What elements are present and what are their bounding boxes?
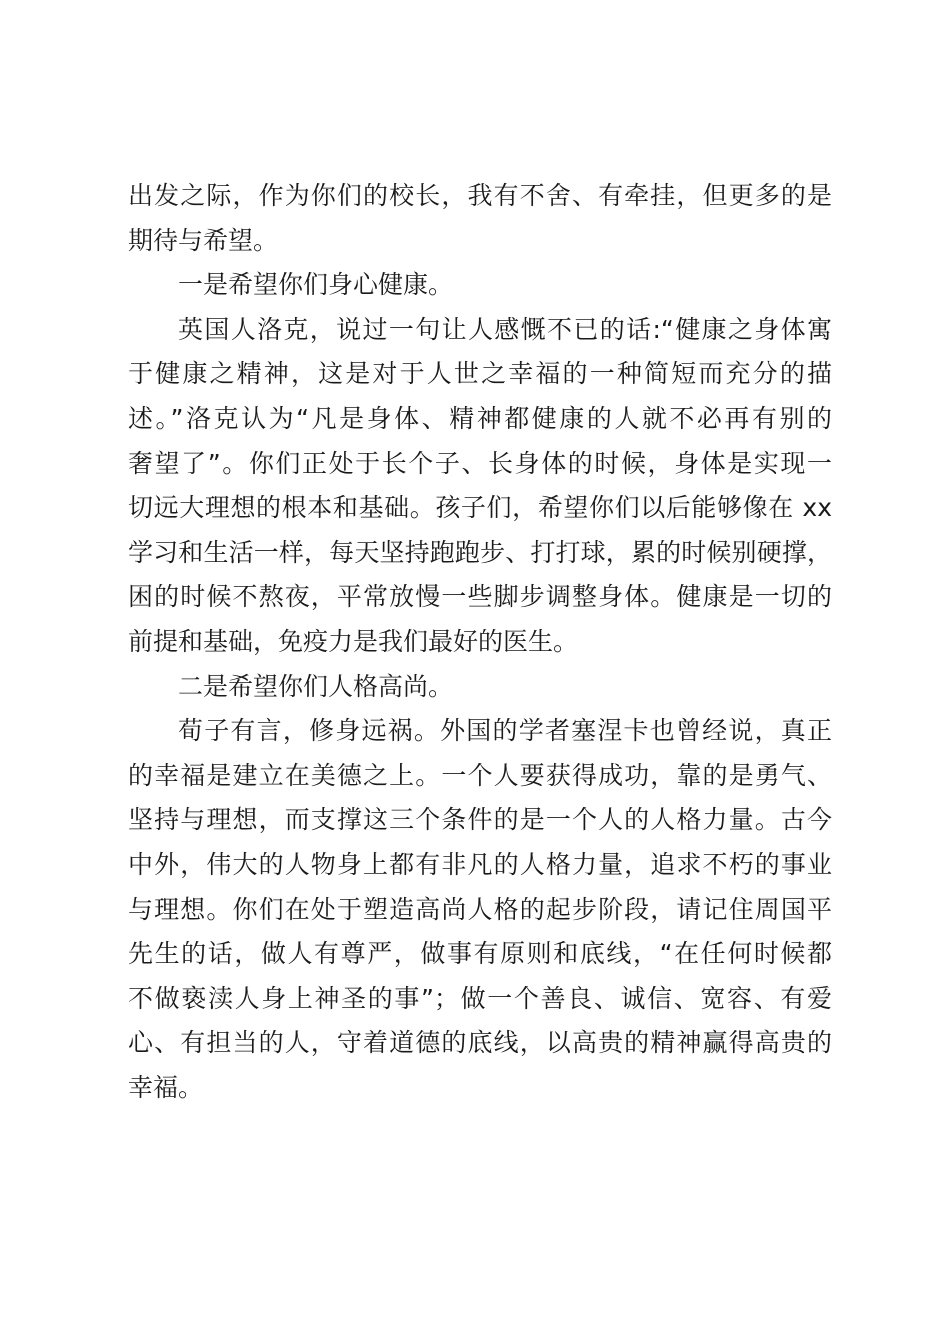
text-line: 与理想。你们在处于塑造高尚人格的起步阶段，请记住周国平 — [128, 894, 832, 924]
text-line: 学习和生活一样，每天坚持跑跑步、打打球，累的时候别硬撑， — [128, 537, 832, 567]
text-line: 英国人洛克，说过一句让人感慨不已的话:“健康之身体寓 — [178, 314, 832, 344]
text-line: 荀子有言，修身远祸。外国的学者塞涅卡也曾经说，真正 — [178, 716, 832, 746]
section-heading: 一是希望你们身心健康。 — [178, 270, 454, 300]
text-line: 前提和基础，免疫力是我们最好的医生。 — [128, 626, 579, 656]
text-line: 中外，伟大的人物身上都有非凡的人格力量，追求不朽的事业 — [128, 849, 832, 879]
text-line: 幸福。 — [128, 1072, 204, 1102]
text-line: 期待与希望。 — [128, 225, 279, 255]
text-line: 坚持与理想，而支撑这三个条件的是一个人的人格力量。古今 — [128, 805, 832, 835]
text-line: 不做亵渎人身上神圣的事”；做一个善良、诚信、宽容、有爱 — [128, 983, 832, 1013]
text-line: 于健康之精神，这是对于人世之幸福的一种简短而充分的描 — [128, 359, 832, 389]
text-line: 的幸福是建立在美德之上。一个人要获得成功，靠的是勇气、 — [128, 760, 832, 790]
text-line: 切远大理想的根本和基础。孩子们，希望你们以后能够像在 xx — [128, 493, 832, 523]
text-line: 先生的话，做人有尊严，做事有原则和底线，“在任何时候都 — [128, 939, 832, 969]
text-line: 述。”洛克认为“凡是身体、精神都健康的人就不必再有别的 — [128, 403, 832, 433]
text-line: 出发之际，作为你们的校长，我有不舍、有牵挂，但更多的是 — [128, 181, 832, 210]
body-text — [128, 174, 832, 1110]
text-line: 困的时候不熬夜，平常放慢一些脚步调整身体。健康是一切的 — [128, 582, 832, 612]
section-heading: 二是希望你们人格高尚。 — [178, 671, 454, 701]
text-line: 奢望了”。你们正处于长个子、长身体的时候，身体是实现一 — [128, 448, 832, 478]
text-line: 心、有担当的人，守着道德的底线，以高贵的精神赢得高贵的 — [128, 1028, 832, 1058]
